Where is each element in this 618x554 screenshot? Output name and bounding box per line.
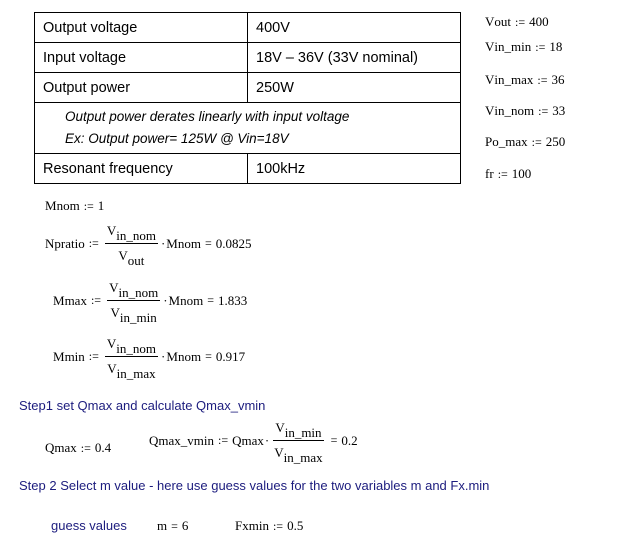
var: M bbox=[166, 235, 178, 251]
mult-op: · bbox=[163, 292, 168, 308]
eq-mmax: M max := $\frac{V_{in\_nom}}{V_{in\_min}}$ · M nom = 1.833 bbox=[53, 280, 248, 325]
var: Q bbox=[232, 432, 242, 448]
var: V bbox=[485, 72, 495, 87]
var: V bbox=[118, 248, 128, 263]
denominator bbox=[116, 244, 146, 268]
var: V bbox=[485, 39, 495, 54]
sub: in_nom bbox=[116, 341, 157, 356]
def-vin-max: V in_max := 36 bbox=[485, 72, 565, 87]
eq-mnom: M nom := 1 bbox=[45, 198, 105, 213]
spec-value: 250W bbox=[248, 73, 461, 103]
value: 400 bbox=[529, 14, 549, 29]
var: Q bbox=[149, 432, 159, 448]
step2-heading: Step 2 Select m value - here use guess values for the two variables m and Fx.min bbox=[19, 478, 490, 493]
note-line-2: Ex: Output power= 125W @ Vin=18V bbox=[65, 131, 289, 146]
table-row bbox=[35, 73, 461, 103]
assign-op: := bbox=[88, 349, 99, 363]
var: Np bbox=[45, 235, 61, 251]
sub: out bbox=[127, 253, 145, 268]
var: V bbox=[106, 336, 117, 351]
note-line-1: Output power derates linearly with input voltage bbox=[65, 109, 350, 124]
numerator bbox=[273, 421, 323, 441]
fraction bbox=[105, 336, 158, 381]
table-row bbox=[35, 43, 461, 73]
mult-op: · bbox=[160, 235, 166, 251]
denominator bbox=[109, 301, 159, 325]
sub: in_min bbox=[284, 425, 322, 440]
spec-label: Resonant frequency bbox=[35, 154, 248, 184]
numerator bbox=[105, 337, 158, 357]
var: V bbox=[274, 445, 284, 460]
eq-op: = bbox=[205, 349, 212, 363]
result: 0.917 bbox=[215, 348, 246, 364]
var: Fx bbox=[235, 518, 249, 533]
table-row bbox=[35, 154, 461, 184]
fraction bbox=[107, 280, 160, 325]
value: 33 bbox=[552, 103, 566, 118]
assign-op: := bbox=[83, 198, 94, 213]
eq-op: = bbox=[330, 433, 338, 447]
var: V bbox=[110, 305, 120, 320]
assign-op: := bbox=[537, 72, 548, 87]
value: 1 bbox=[97, 198, 105, 213]
assign-op: := bbox=[538, 103, 549, 118]
denominator bbox=[272, 441, 324, 465]
def-po-max: P o_max := 250 bbox=[485, 134, 566, 149]
result: 0.2 bbox=[341, 432, 358, 448]
var: m bbox=[157, 518, 168, 533]
result: 0.0825 bbox=[215, 235, 252, 251]
var: M bbox=[53, 348, 65, 364]
result: 1.833 bbox=[218, 292, 248, 308]
value: 250 bbox=[545, 134, 566, 149]
sub: in_max bbox=[283, 450, 323, 465]
var: V bbox=[106, 223, 117, 238]
eq-npratio: Np ratio := $\frac{V_{in\_nom}}{V_{out}}$ · M nom = 0.0825 bbox=[45, 223, 252, 268]
fraction bbox=[105, 223, 158, 268]
value: 6 bbox=[181, 518, 189, 533]
var: P bbox=[485, 134, 493, 149]
eq-mmin: M min := $\frac{V_{in\_nom}}{V_{in\_max}}$ · M nom = 0.917 bbox=[53, 336, 246, 381]
var: M bbox=[166, 348, 178, 364]
table-row bbox=[35, 13, 461, 43]
eq-m bbox=[157, 518, 188, 534]
var: M bbox=[168, 292, 181, 308]
value: 0.5 bbox=[287, 518, 304, 533]
eq-op: = bbox=[207, 293, 214, 307]
denominator bbox=[105, 357, 157, 381]
sub: in_nom bbox=[118, 285, 159, 300]
spec-value: 18V – 36V (33V nominal) bbox=[248, 43, 461, 73]
eq-op: = bbox=[171, 518, 178, 533]
assign-op: := bbox=[218, 433, 229, 447]
numerator bbox=[107, 281, 160, 301]
assign-op: := bbox=[272, 518, 284, 533]
var: f bbox=[485, 166, 490, 181]
table-row-note bbox=[35, 103, 461, 154]
var: M bbox=[53, 292, 65, 308]
spec-value: 100kHz bbox=[248, 154, 461, 184]
assign-op: := bbox=[90, 293, 102, 307]
mult-op: · bbox=[264, 432, 270, 448]
derating-note bbox=[35, 103, 461, 154]
eq-qmax: Q max := 0.4 bbox=[45, 440, 112, 455]
step1-heading: Step1 set Qmax and calculate Qmax_vmin bbox=[19, 398, 266, 413]
def-vout: V out := 400 bbox=[485, 14, 549, 29]
sub: in_nom bbox=[116, 228, 156, 243]
value: 0.4 bbox=[94, 440, 112, 455]
assign-op: := bbox=[535, 39, 546, 54]
assign-op: := bbox=[497, 166, 508, 181]
eq-op: = bbox=[204, 236, 212, 250]
var: V bbox=[275, 420, 285, 435]
var: V bbox=[485, 103, 495, 118]
spec-label: Input voltage bbox=[35, 43, 248, 73]
assign-op: := bbox=[88, 236, 99, 250]
guess-values-label: guess values bbox=[51, 518, 127, 533]
assign-op: := bbox=[515, 14, 526, 29]
var: M bbox=[45, 198, 57, 213]
sub: in_max bbox=[116, 366, 156, 381]
mult-op: · bbox=[161, 348, 166, 364]
value: 100 bbox=[511, 166, 532, 181]
spec-table bbox=[34, 12, 461, 184]
spec-label: Output power bbox=[35, 73, 248, 103]
value: 36 bbox=[551, 72, 565, 87]
numerator bbox=[105, 224, 158, 244]
sub: in_min bbox=[119, 310, 157, 325]
fraction bbox=[272, 420, 324, 465]
spec-value: 400V bbox=[248, 13, 461, 43]
spec-label: Output voltage bbox=[35, 13, 248, 43]
eq-fxmin: Fx min := 0.5 bbox=[235, 518, 304, 533]
eq-qmax-vmin: Q max_vmin := Q max · $\frac{V_{in\_min}}{V_{in\_max}}$ = 0.2 bbox=[149, 420, 358, 465]
assign-op: := bbox=[80, 440, 91, 455]
def-fr: f r := 100 bbox=[485, 166, 532, 181]
var: V bbox=[107, 361, 117, 376]
var: Q bbox=[45, 440, 55, 455]
def-vin-min: V in_min := 18 bbox=[485, 39, 563, 54]
value: 18 bbox=[549, 39, 563, 54]
var: V bbox=[109, 280, 119, 295]
var: V bbox=[485, 14, 495, 29]
assign-op: := bbox=[531, 134, 542, 149]
def-vin-nom: V in_nom := 33 bbox=[485, 103, 566, 118]
